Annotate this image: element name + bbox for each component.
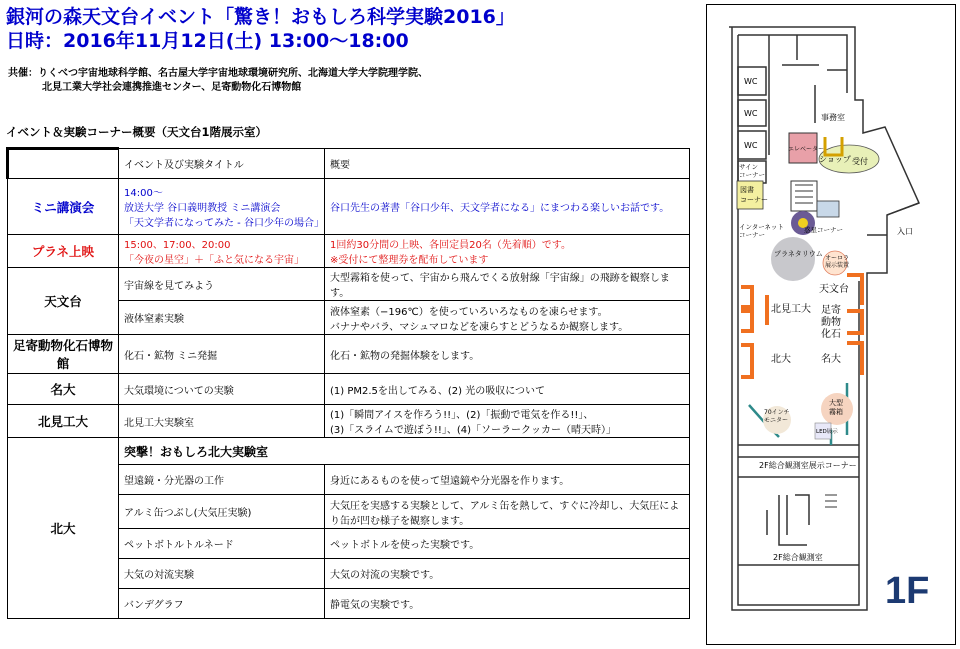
org-cell: 北見工大 — [8, 405, 119, 438]
title-cell: 宇宙線を見てみよう — [119, 268, 325, 301]
map-cloud-chamber: 大型 霧箱 — [829, 399, 843, 416]
table-row — [8, 374, 690, 405]
map-monitor: 70インチ モニター — [764, 409, 790, 424]
table-row — [8, 405, 690, 438]
map-aurora: オーロラ 展示装置 — [825, 255, 850, 269]
map-wc-3: WC — [744, 141, 758, 150]
org-cell: 足寄動物化石博物館 — [8, 335, 119, 374]
summary-cell: ペットボトルを使った実験です。 — [325, 529, 690, 559]
map-star-corner: 惑星コーナー — [804, 226, 843, 234]
map-shop: ショップ — [819, 155, 851, 164]
summary-cell: 液体窒素（−196℃）を使っていろいろなものを凍らせます。 バナナやバラ、マシュマロなどを凍らすとどうなるか観察します。 — [325, 301, 690, 335]
map-meidai: 名大 — [821, 354, 841, 365]
org-cell: 北大 — [8, 438, 119, 619]
summary-cell: (1) PM2.5を出してみる、(2) 光の吸収について — [325, 374, 690, 405]
title-cell: バンデグラフ — [119, 589, 325, 619]
table-row — [8, 235, 690, 268]
summary-cell: 大気の対流の実験です。 — [325, 559, 690, 589]
table-row — [8, 268, 690, 301]
map-reception: 受付 — [852, 157, 868, 166]
title-cell: 大気の対流実験 — [119, 559, 325, 589]
summary-cell: 大気圧を実感する実験として、アルミ缶を熱して、すぐに冷却し、大気圧により缶が凹む様子を観察します。 — [325, 495, 690, 529]
title-cell: 液体窒素実験 — [119, 301, 325, 335]
floor-map — [706, 4, 956, 645]
table-row — [8, 438, 690, 465]
title-cell: 15:00、17:00、20:00 「今夜の星空」＋「ふと気になる宇宙」 — [119, 235, 325, 268]
map-museum: 足寄 動物 化石 — [821, 305, 841, 340]
floor-label: 1F — [885, 570, 930, 612]
org-cell: プラネ上映 — [8, 235, 119, 268]
map-hokudai: 北大 — [771, 354, 791, 365]
event-table — [6, 147, 690, 619]
title-cell: 化石・鉱物 ミニ発掘 — [119, 335, 325, 374]
header-title-cell: イベント及び実験タイトル — [119, 149, 325, 179]
org-cell: 名大 — [8, 374, 119, 405]
map-wc-1: WC — [744, 77, 758, 86]
summary-cell: 谷口先生の著書「谷口少年、天文学者になる」にまつわる楽しいお話です。 — [325, 179, 690, 235]
cohost-line-1: 共催：りくべつ宇宙地球科学館、名古屋大学宇宙地球環境研究所、北海道大学大学院理学院、 — [8, 68, 428, 79]
map-wc-2: WC — [744, 109, 758, 118]
title-cell: ペットボトルトルネード — [119, 529, 325, 559]
title-cell: アルミ缶つぶし(大気圧実験) — [119, 495, 325, 529]
map-library: 図書 コーナー — [740, 186, 768, 204]
title-cell: 14:00〜 放送大学 谷口義明教授 ミニ講演会 「天文学者になってみた - 谷口少年の場合」 — [119, 179, 325, 235]
map-office: 事務室 — [821, 113, 845, 122]
title-cell: 突撃！おもしろ北大実験室 — [119, 438, 690, 465]
header-summary-cell: 概要 — [325, 149, 690, 179]
map-sign-corner: サイン コーナー — [739, 163, 765, 179]
header-org-cell — [8, 149, 119, 179]
summary-cell: 化石・鉱物の発掘体験をします。 — [325, 335, 690, 374]
map-observ-corner: 2F総合観測室展示コーナー — [759, 461, 857, 470]
org-cell: 天文台 — [8, 268, 119, 335]
org-cell: ミニ講演会 — [8, 179, 119, 235]
summary-cell: 静電気の実験です。 — [325, 589, 690, 619]
map-tenmondai: 天文台 — [819, 284, 849, 295]
map-observ-room: 2F総合観測室 — [773, 553, 823, 562]
title-cell: 望遠鏡・分光器の工作 — [119, 465, 325, 495]
summary-cell: 大型霧箱を使って、宇宙から飛んでくる放射線「宇宙線」の飛跡を観察します。 — [325, 268, 690, 301]
map-elevator: エレベーター — [788, 146, 825, 153]
map-internet-corner: インターネット コーナー — [739, 223, 784, 239]
event-datetime: 日時：2016年11月12日(土) 13:00〜18:00 — [6, 30, 409, 52]
section-title: イベント＆実験コーナー概要（天文台1階展示室） — [6, 125, 267, 139]
map-planetarium: プラネタリウム — [774, 250, 823, 258]
map-entrance: 入口 — [897, 227, 913, 236]
summary-cell: (1)「瞬間アイスを作ろう!!」、(2)「振動で電気を作る!!」、 (3)「スライムで遊ぼう!!」、(4)「ソーラークッカー（晴天時）」 — [325, 405, 690, 438]
summary-cell: 身近にあるものを使って望遠鏡や分光器を作ります。 — [325, 465, 690, 495]
table-row — [8, 179, 690, 235]
cohost-list — [8, 67, 428, 95]
title-cell: 大気環境についての実験 — [119, 374, 325, 405]
cohost-line-2: 北見工業大学社会連携推進センター、足寄動物化石博物館 — [42, 82, 302, 93]
map-kitami: 北見工大 — [771, 304, 811, 315]
summary-cell: 1回約30分間の上映、各回定員20名（先着順）です。 ※受付にて整理券を配布しています — [325, 235, 690, 268]
map-led: LED展示 — [816, 429, 838, 435]
page-title: 銀河の森天文台イベント「驚き！おもしろ科学実験2016」 — [6, 6, 515, 28]
table-header-row — [8, 149, 690, 179]
title-cell: 北見工大実験室 — [119, 405, 325, 438]
table-row — [8, 335, 690, 374]
